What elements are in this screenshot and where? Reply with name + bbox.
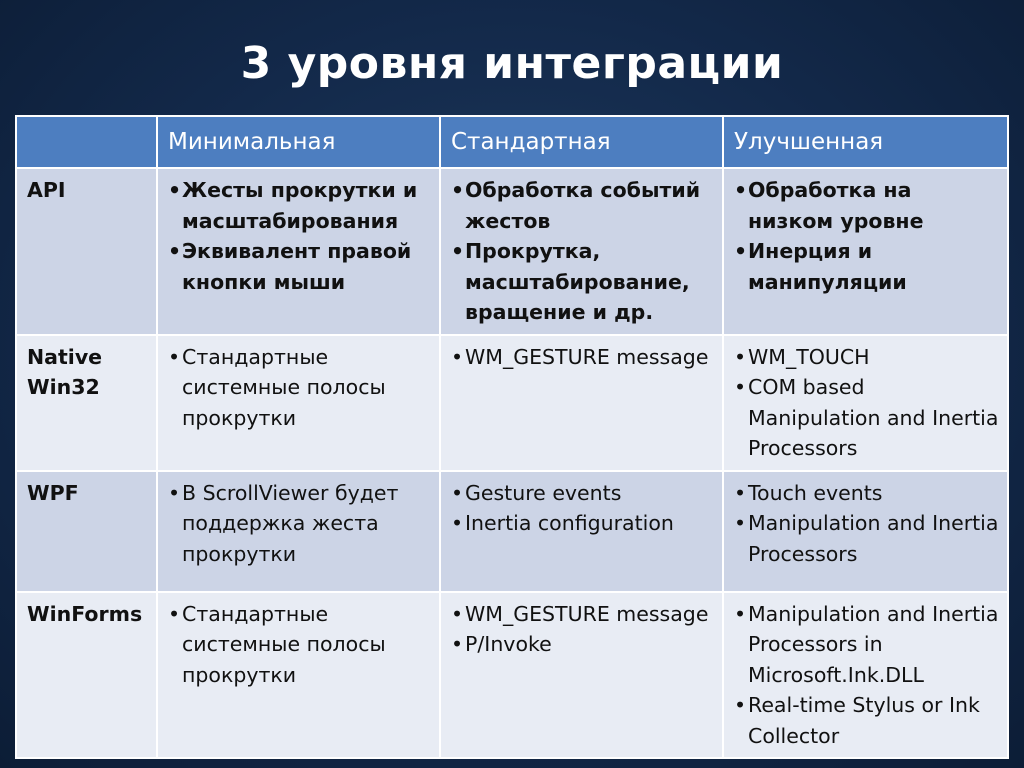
cell-standard	[440, 592, 723, 759]
table-row-wpf	[16, 471, 1008, 592]
list-item: • Touch events	[734, 478, 999, 509]
list-item: • Обработка на низком уровне	[734, 175, 999, 236]
list-item: • COM based Manipulation and Inertia Processors	[734, 372, 999, 464]
cell-standard	[440, 471, 723, 592]
integration-levels-table	[15, 115, 1009, 759]
list-item: • Инерция и манипуляции	[734, 236, 999, 297]
list-item: • Жесты прокрутки и масштабирования	[168, 175, 431, 236]
header-minimal: Минимальная	[157, 116, 440, 168]
list-item: • Manipulation and Inertia Processors	[734, 508, 999, 569]
table-row-api	[16, 168, 1008, 335]
list-item: • WM_GESTURE message	[451, 599, 714, 630]
table-row-winforms	[16, 592, 1008, 759]
list-item: • Прокрутка, масштабирование, вращение и др.	[451, 236, 714, 328]
row-label: Native Win32	[16, 335, 157, 471]
list-item: • P/Invoke	[451, 629, 714, 660]
list-item: • Manipulation and Inertia Processors in Microsoft.Ink.DLL	[734, 599, 999, 691]
list-item: • WM_GESTURE message	[451, 342, 714, 373]
cell-enhanced	[723, 168, 1008, 335]
cell-minimal	[157, 168, 440, 335]
list-item: • WM_TOUCH	[734, 342, 999, 373]
cell-enhanced	[723, 592, 1008, 759]
cell-standard	[440, 335, 723, 471]
table-row-native-win32	[16, 335, 1008, 471]
cell-standard	[440, 168, 723, 335]
header-corner	[16, 116, 157, 168]
slide-title: 3 уровня интеграции	[240, 38, 784, 89]
header-enhanced: Улучшенная	[723, 116, 1008, 168]
cell-minimal	[157, 592, 440, 759]
cell-minimal	[157, 335, 440, 471]
list-item: • Обработка событий жестов	[451, 175, 714, 236]
list-item: • Стандартные системные полосы прокрутки	[168, 342, 431, 434]
row-label: WinForms	[16, 592, 157, 759]
table-header-row	[16, 116, 1008, 168]
list-item: • Стандартные системные полосы прокрутки	[168, 599, 431, 691]
row-label: WPF	[16, 471, 157, 592]
cell-enhanced	[723, 335, 1008, 471]
list-item: • Эквивалент правой кнопки мыши	[168, 236, 431, 297]
header-standard: Стандартная	[440, 116, 723, 168]
list-item: • Inertia configuration	[451, 508, 714, 539]
row-label: API	[16, 168, 157, 335]
list-item: • Gesture events	[451, 478, 714, 509]
list-item: • В ScrollViewer будет поддержка жеста прокрутки	[168, 478, 431, 570]
list-item: • Real-time Stylus or Ink Collector	[734, 690, 999, 751]
cell-minimal	[157, 471, 440, 592]
cell-enhanced	[723, 471, 1008, 592]
